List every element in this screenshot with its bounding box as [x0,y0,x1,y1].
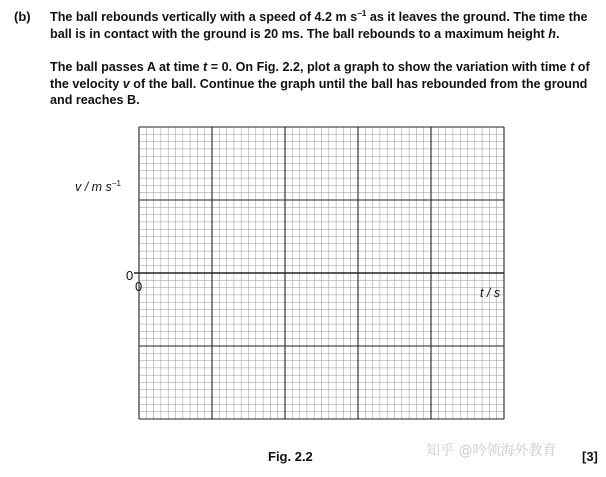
x-axis-label [480,286,500,300]
para1-text-a: The ball rebounds vertically with a speed of 4.2 m s [50,10,358,24]
para1-symbol-h: h [548,26,556,41]
x-axis-label-text: t / s [480,286,501,300]
para2-symbol-v: v [122,76,130,91]
para2-text-c: of the velocity [50,60,590,91]
marks-label: [3] [582,449,598,464]
question-part-label: (b) [14,9,31,24]
para2-symbol-t2: t [570,60,575,74]
para2-text-a: The ball passes A at time [50,60,204,74]
figure-caption: Fig. 2.2 [268,449,313,464]
para2-symbol-t1: t [203,60,208,74]
y-axis-label [75,180,121,194]
watermark: 知乎 @吟领海外教育 [426,443,557,459]
para1-text-b: as it leaves the ground. The time the ball is in contact with the ground is 20 ms. The ball rebounds to a maximum height [50,10,588,41]
para2-text-b: = 0. On Fig. 2.2, plot a graph to show the variation with time [207,60,571,74]
para2-text-d: of the ball. Continue the graph until the ball has rebounded from the ground and reaches B. [50,76,588,107]
para1-unit-superscript: −1 [357,9,367,18]
origin-y-zero: 0 [126,268,134,283]
y-axis-label-text: v / m s [75,180,112,194]
para1-text-c: . [555,26,560,41]
origin-x-zero: 0 [135,279,143,294]
y-axis-unit-superscript: −1 [111,179,121,188]
